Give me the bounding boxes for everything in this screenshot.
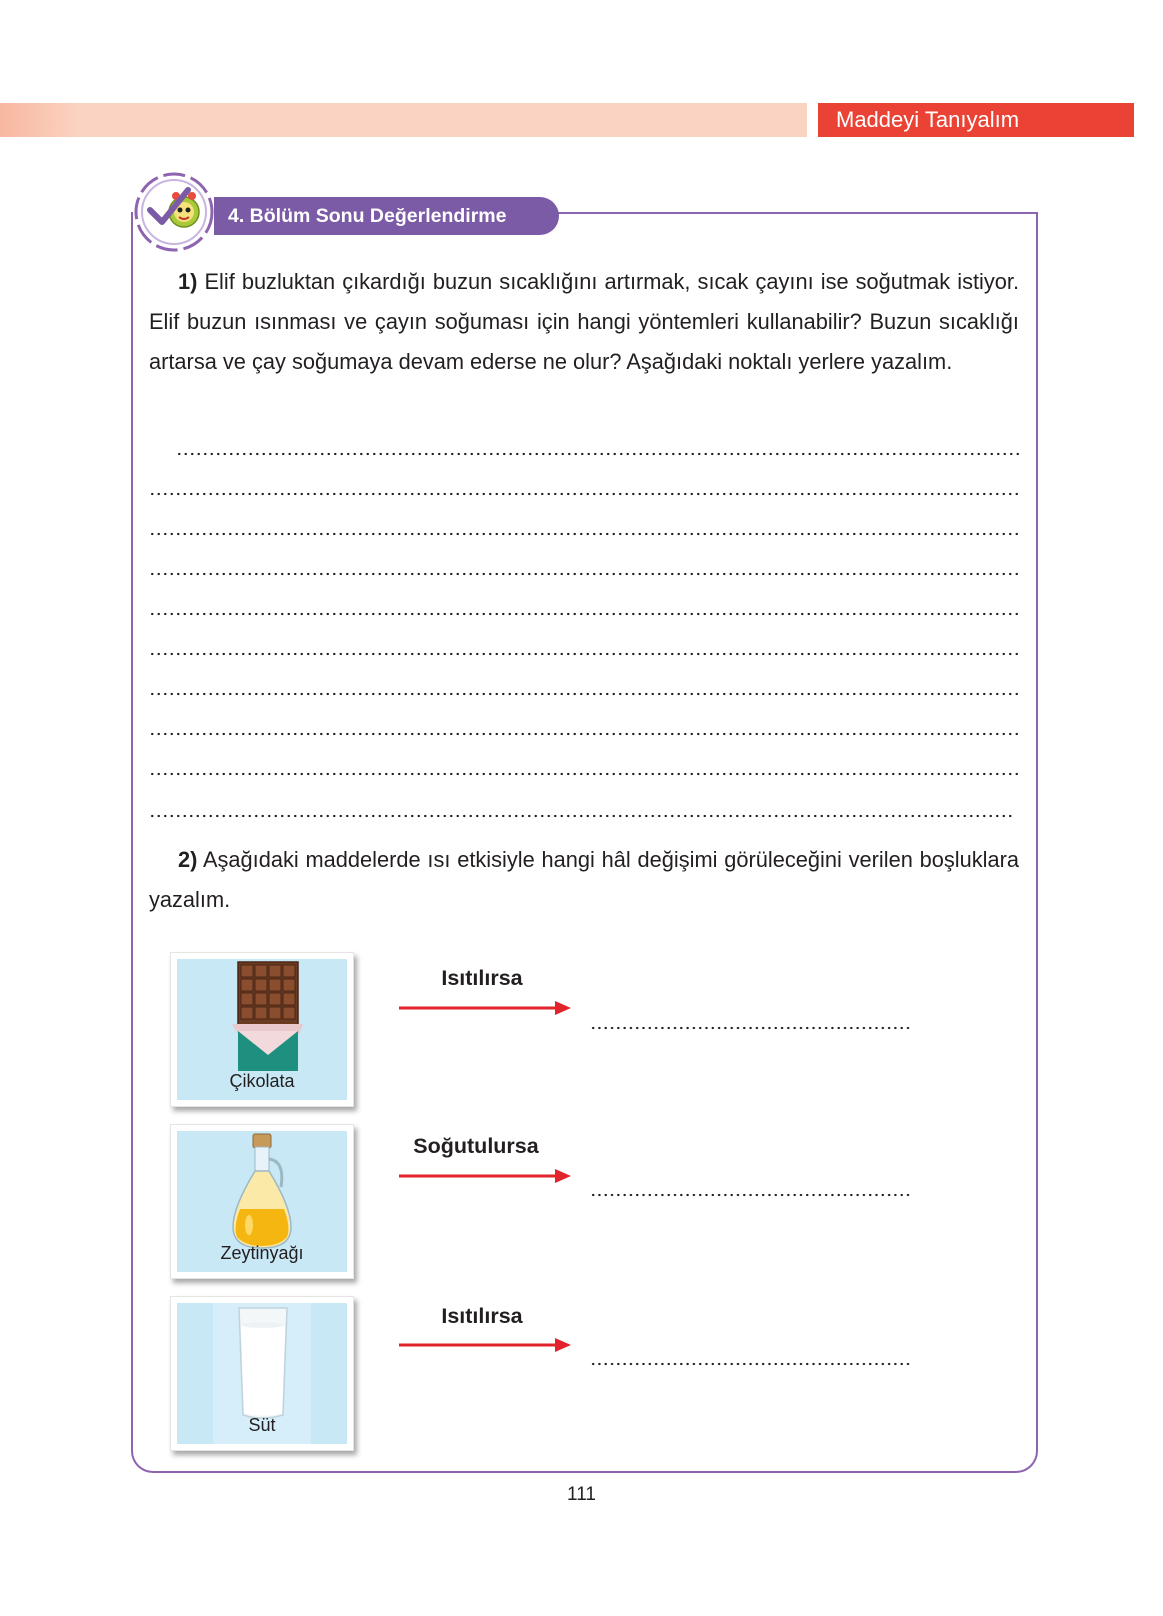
substance-card-chocolate bbox=[170, 952, 354, 1107]
answer-line[interactable] bbox=[149, 492, 1019, 496]
action-label: Isıtılırsa bbox=[441, 966, 523, 990]
red-arrow-icon bbox=[399, 1169, 571, 1183]
red-arrow-icon bbox=[399, 1338, 571, 1352]
section-title: 4. Bölüm Sonu Değerlendirme bbox=[214, 197, 559, 235]
answer-line[interactable] bbox=[176, 452, 1019, 456]
substance-label: Çikolata bbox=[229, 1071, 295, 1091]
substance-card-olive-oil bbox=[170, 1124, 354, 1279]
substance-card-milk bbox=[170, 1296, 354, 1451]
action-label: Soğutulursa bbox=[413, 1134, 539, 1158]
answer-line[interactable] bbox=[149, 612, 1019, 616]
answer-line[interactable] bbox=[149, 772, 1019, 776]
checkmark-clock-mascot-icon bbox=[132, 170, 216, 254]
question-1 bbox=[149, 262, 1019, 382]
question-1-text: Elif buzluktan çıkardığı buzun sıcaklığını artırmak, sıcak çayını ise soğutmak istiyor. Elif buzun ısınması ve çayın soğuması için hangi yöntemleri kullanabilir? Buzun sıcaklığı artarsa ve çay soğumaya devam ederse ne olur? Aşağıdaki noktalı yerlere yazalım. bbox=[149, 269, 1019, 374]
answer-line[interactable] bbox=[149, 652, 1019, 656]
answer-line[interactable] bbox=[149, 532, 1019, 536]
question-2-text: Aşağıdaki maddelerde ısı etkisiyle hangi hâl değişimi görüleceğini verilen boşluklara yazalım. bbox=[149, 847, 1019, 912]
question-2 bbox=[149, 840, 1019, 920]
section-badge bbox=[132, 170, 216, 254]
question-2-number: 2) bbox=[178, 847, 198, 872]
substance-label: Zeytinyağı bbox=[220, 1243, 304, 1263]
answer-line[interactable] bbox=[149, 814, 1013, 818]
action-label: Isıtılırsa bbox=[441, 1304, 523, 1328]
substance-label: Süt bbox=[248, 1415, 276, 1435]
answer-line[interactable] bbox=[590, 1362, 912, 1366]
answer-line[interactable] bbox=[149, 692, 1019, 696]
answer-line[interactable] bbox=[590, 1026, 912, 1030]
header-band bbox=[0, 103, 807, 137]
page-number: 111 bbox=[567, 1484, 596, 1505]
answer-line[interactable] bbox=[149, 732, 1019, 736]
chapter-title: Maddeyi Tanıyalım bbox=[818, 103, 1134, 137]
frame-top-border bbox=[545, 212, 1038, 214]
answer-line[interactable] bbox=[590, 1193, 912, 1197]
red-arrow-icon bbox=[399, 1001, 571, 1015]
question-1-number: 1) bbox=[178, 269, 198, 294]
answer-line[interactable] bbox=[149, 572, 1019, 576]
